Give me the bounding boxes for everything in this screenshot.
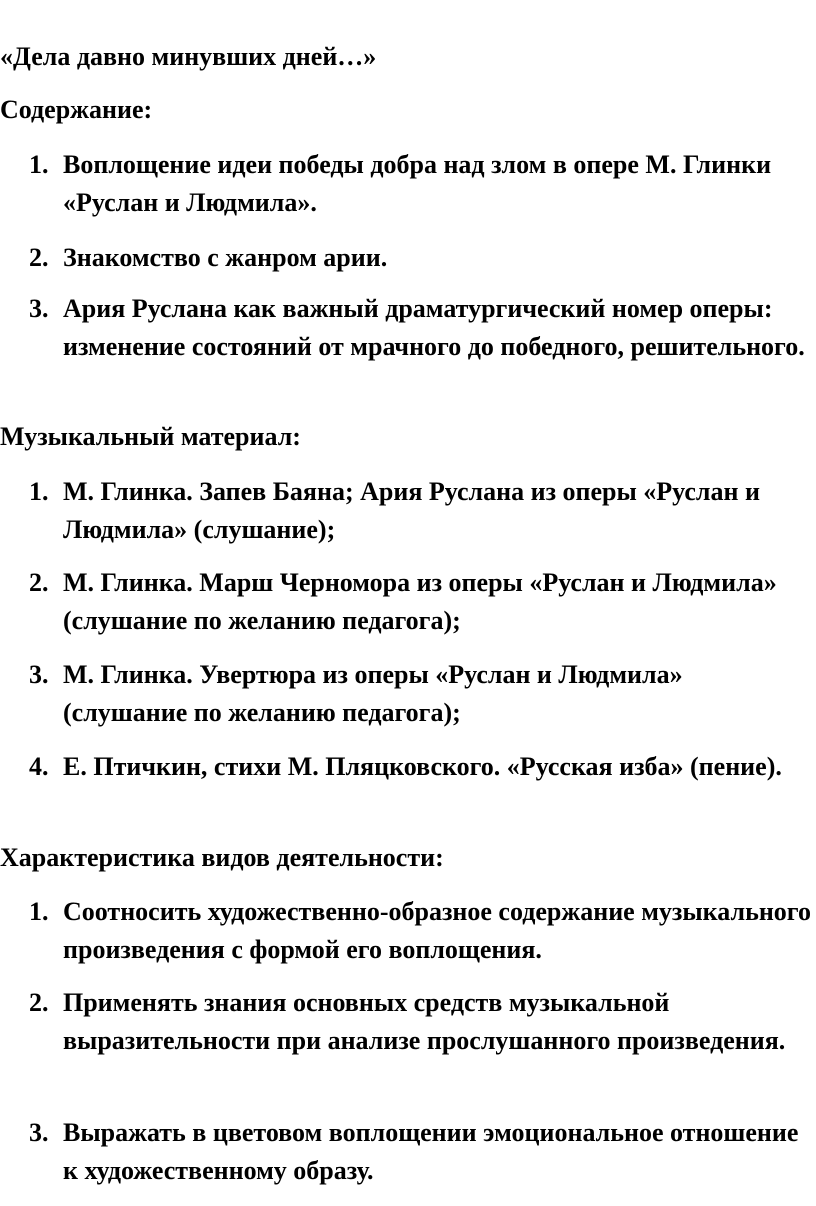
document-title: «Дела давно минувших дней…» bbox=[0, 42, 377, 71]
list-item-number: 2. bbox=[29, 988, 49, 1017]
section-heading-activities: Характеристика видов деятельности: bbox=[0, 843, 444, 872]
list-item-number: 1. bbox=[29, 897, 49, 926]
list-item-text: Ария Руслана как важный драматургический номер оперы: изменение состояний от мрачного до победного, решительного. bbox=[63, 294, 805, 361]
list-item-number: 1. bbox=[29, 150, 49, 179]
list-item-text: Выражать в цветовом воплощении эмоциональное отношение к художественному образу. bbox=[63, 1118, 799, 1185]
list-item-text: М. Глинка. Увертюра из оперы «Руслан и Людмила» (слушание по желанию педагога); bbox=[63, 660, 683, 727]
list-item-number: 3. bbox=[29, 1118, 49, 1147]
list-item-text: Соотносить художественно-образное содержание музыкального произведения с формой его воплощения. bbox=[63, 897, 811, 964]
list-item-text: Воплощение идеи победы добра над злом в опере М. Глинки «Руслан и Людмила». bbox=[63, 150, 772, 217]
list-item-text: М. Глинка. Запев Баяна; Ария Руслана из оперы «Руслан и Людмила» (слушание); bbox=[63, 477, 760, 544]
list-item-number: 2. bbox=[29, 568, 49, 597]
list-item-text: Знакомство с жанром арии. bbox=[63, 243, 388, 272]
list-item-number: 1. bbox=[29, 477, 49, 506]
list-item-text: Применять знания основных средств музыкальной выразительности при анализе прослушанного произведения. bbox=[63, 988, 786, 1055]
list-item-text: Е. Птичкин, стихи М. Пляцковского. «Русская изба» (пение). bbox=[63, 752, 782, 781]
list-item-text: М. Глинка. Марш Черномора из оперы «Руслан и Людмила» (слушание по желанию педагога); bbox=[63, 568, 777, 635]
list-item-number: 4. bbox=[29, 752, 49, 781]
section-heading-music-material: Музыкальный материал: bbox=[0, 422, 301, 451]
list-item-number: 3. bbox=[29, 660, 49, 689]
list-item-number: 3. bbox=[29, 294, 49, 323]
list-item-number: 2. bbox=[29, 243, 49, 272]
section-heading-contents: Содержание: bbox=[0, 95, 153, 124]
